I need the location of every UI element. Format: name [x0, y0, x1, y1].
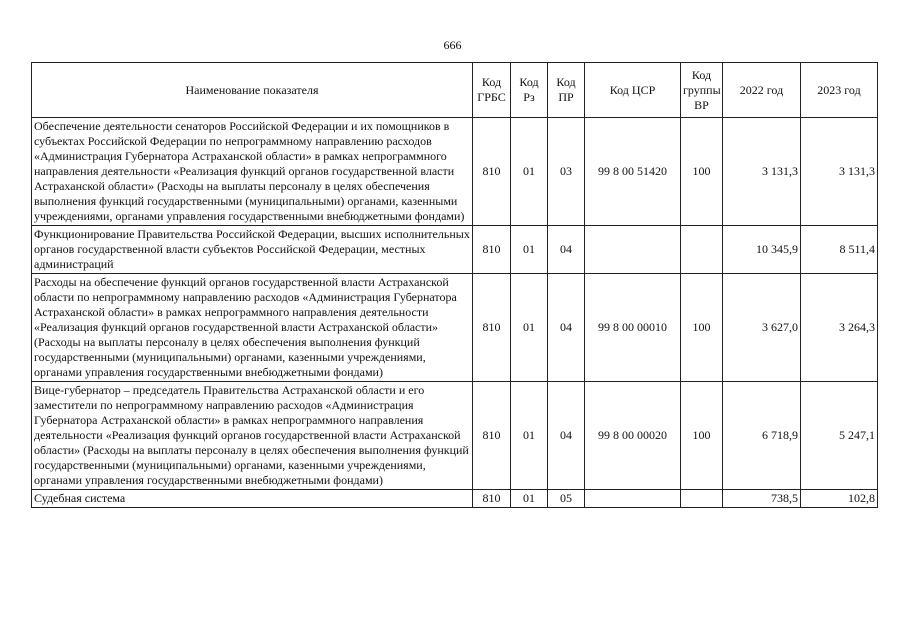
row-pr: 04 — [548, 274, 585, 382]
row-grbs: 810 — [473, 490, 511, 508]
table-row — [32, 490, 878, 508]
row-pr: 04 — [548, 382, 585, 490]
row-rz: 01 — [511, 490, 548, 508]
header-2023: 2023 год — [801, 63, 878, 118]
row-csr — [585, 490, 681, 508]
row-grbs: 810 — [473, 382, 511, 490]
row-csr: 99 8 00 00020 — [585, 382, 681, 490]
row-name: Обеспечение деятельности сенаторов Российской Федерации и их помощников в субъектах Российской Федерации по непрограммному направлению расходов «Администрация Губернатора Астраханской области» в рамках непрограммного направления деятельности «Реализация функций органов государственной власти Астраханской области» (Расходы на выплаты персоналу в целях обеспечения выполнения функций государственными (муниципальными) органами, казенными учреждениями, органами управления государственными внебюджетными фондами) — [32, 118, 473, 226]
header-2022: 2022 год — [723, 63, 801, 118]
row-csr: 99 8 00 51420 — [585, 118, 681, 226]
header-name: Наименование показателя — [32, 63, 473, 118]
row-grbs: 810 — [473, 226, 511, 274]
row-2022: 738,5 — [723, 490, 801, 508]
row-csr: 99 8 00 00010 — [585, 274, 681, 382]
row-name: Функционирование Правительства Российской Федерации, высших исполнительных органов государственной власти субъектов Российской Федерации, местных администраций — [32, 226, 473, 274]
row-vr: 100 — [681, 274, 723, 382]
row-rz: 01 — [511, 226, 548, 274]
row-vr: 100 — [681, 382, 723, 490]
row-2022: 3 131,3 — [723, 118, 801, 226]
table-header-row — [32, 63, 878, 118]
header-csr: Код ЦСР — [585, 63, 681, 118]
row-2022: 10 345,9 — [723, 226, 801, 274]
row-pr: 04 — [548, 226, 585, 274]
row-name: Расходы на обеспечение функций органов государственной власти Астраханской области по непрограммному направлению расходов «Администрация Губернатора Астраханской области» в рамках непрограммного направления деятельности «Реализация функций органов государственной власти Астраханской области» (Расходы на выплаты персоналу в целях обеспечения выполнения функций государственными (муниципальными) органами, казенными учреждениями, органами управления государственными внебюджетными фондами) — [32, 274, 473, 382]
row-rz: 01 — [511, 274, 548, 382]
header-vr: Код группы ВР — [681, 63, 723, 118]
row-2023: 3 264,3 — [801, 274, 878, 382]
table-row — [32, 382, 878, 490]
table-row — [32, 274, 878, 382]
header-pr: Код ПР — [548, 63, 585, 118]
row-grbs: 810 — [473, 118, 511, 226]
row-name: Судебная система — [32, 490, 473, 508]
row-csr — [585, 226, 681, 274]
row-vr — [681, 490, 723, 508]
row-name: Вице-губернатор – председатель Правительства Астраханской области и его заместители по непрограммному направлению расходов «Администрация Губернатора Астраханской области» в рамках непрограммного направления деятельности «Реализация функций органов государственной власти Астраханской области» (Расходы на выплаты персоналу в целях обеспечения выполнения функций государственными (муниципальными) органами, казенными учреждениями, органами управления государственными внебюджетными фондами) — [32, 382, 473, 490]
row-2022: 6 718,9 — [723, 382, 801, 490]
row-rz: 01 — [511, 118, 548, 226]
row-2023: 8 511,4 — [801, 226, 878, 274]
row-pr: 03 — [548, 118, 585, 226]
header-grbs: Код ГРБС — [473, 63, 511, 118]
row-rz: 01 — [511, 382, 548, 490]
row-vr: 100 — [681, 118, 723, 226]
page-number: 666 — [443, 38, 462, 52]
row-2022: 3 627,0 — [723, 274, 801, 382]
row-grbs: 810 — [473, 274, 511, 382]
table-row — [32, 226, 878, 274]
row-pr: 05 — [548, 490, 585, 508]
header-rz: Код Рз — [511, 63, 548, 118]
row-2023: 102,8 — [801, 490, 878, 508]
table-row — [32, 118, 878, 226]
row-vr — [681, 226, 723, 274]
row-2023: 5 247,1 — [801, 382, 878, 490]
row-2023: 3 131,3 — [801, 118, 878, 226]
budget-table — [31, 62, 878, 508]
